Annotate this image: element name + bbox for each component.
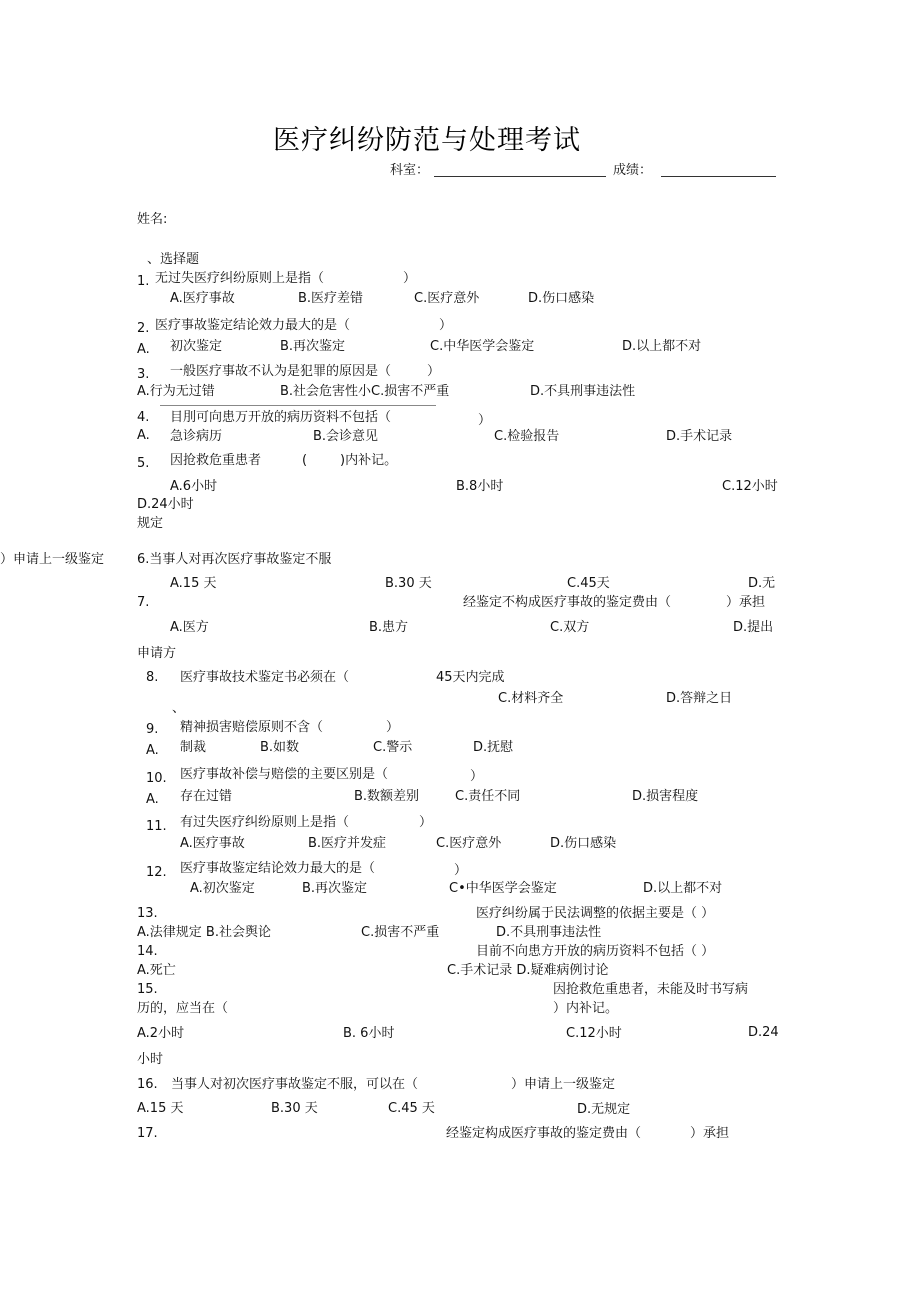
q2-option-c: C.中华医学会鉴定 [430, 339, 535, 354]
q15-option-c: C.12小时 [566, 1026, 622, 1041]
q6-option-c: C.45天 [567, 576, 610, 591]
q14-text: 目前不向患方开放的病历资料不包括（ ） [476, 944, 715, 959]
q5-text: 因抢救危重患者 [170, 453, 262, 468]
q12-close-paren: ） [454, 863, 468, 878]
q4-number: 4. [137, 410, 150, 425]
q8-text: 医疗事故技术鉴定书必须在（ [180, 670, 350, 685]
q15-option-d: D.24 [748, 1025, 779, 1040]
q8-option-d: D.答辩之日 [666, 691, 733, 706]
q8-mark: 、 [172, 701, 186, 716]
q15-option-b: B. 6小时 [343, 1026, 395, 1041]
q10-number: 10. [146, 771, 167, 786]
q13-option-d: D.不具刑事违法性 [496, 925, 602, 940]
score-label: 成绩： [613, 163, 653, 178]
q5-option-d: D.24小时 [137, 497, 194, 512]
q5-number: 5. [137, 456, 150, 471]
q13-text: 医疗纠纷属于民法调整的依据主要是（ ） [476, 906, 715, 921]
q1-option-b: B.医疗差错 [298, 291, 364, 306]
q12-number: 12. [146, 865, 167, 880]
q6-text: 6.当事人对再次医疗事故鉴定不服 [137, 552, 332, 567]
q5-option-a: A.6小时 [170, 479, 218, 494]
q9-text: 精神损害赔偿原则不含（ [180, 720, 324, 735]
q15-text: 因抢救危重患者，未能及时书写病 [553, 982, 749, 997]
q1-close-paren: ） [403, 271, 417, 286]
q7-close: ）承担 [726, 595, 766, 610]
q10-option-a: 存在过错 [180, 789, 233, 804]
q12-option-d: D.以上都不对 [643, 881, 723, 896]
department-label: 科室： [390, 163, 430, 178]
q17-close: ）承担 [690, 1126, 730, 1141]
q9-option-a: 制裁 [180, 740, 207, 755]
q6-option-a: A.15 天 [170, 576, 217, 591]
q11-number: 11. [146, 819, 167, 834]
q8-option-c: C.材料齐全 [498, 691, 564, 706]
department-blank-line [434, 176, 606, 177]
q2-number: 2. [137, 321, 150, 336]
q12-option-b: B.再次鉴定 [302, 881, 368, 896]
q6-side-text: ）申请上一级鉴定 [0, 552, 105, 567]
q2-option-d: D.以上都不对 [622, 339, 702, 354]
q1-option-c: C.医疗意外 [414, 291, 480, 306]
q8-number: 8. [146, 670, 159, 685]
q15-continuation: 小时 [137, 1052, 164, 1067]
q3-close-paren: ） [427, 364, 441, 379]
q12-option-c: C•中华医学会鉴定 [449, 881, 557, 896]
q15-option-a: A.2小时 [137, 1026, 185, 1041]
q14-number: 14. [137, 944, 158, 959]
q10-option-d: D.损害程度 [632, 789, 699, 804]
q1-option-d: D.伤口感染 [528, 291, 595, 306]
q16-number: 16. [137, 1077, 158, 1092]
q11-option-c: C.医疗意外 [436, 836, 502, 851]
q6-option-d: D.无 [748, 576, 776, 591]
q10-option-c: C.责任不同 [455, 789, 521, 804]
q4-text: 目刖可向患万开放的病历资料不包括（ [170, 410, 392, 425]
q7-option-c: C.双方 [550, 620, 590, 635]
score-blank-line [661, 176, 776, 177]
q13-option-ab: A.法律规定 B.社会舆论 [137, 925, 271, 940]
q6-option-b: B.30 天 [385, 576, 432, 591]
q5-open-paren: ( [302, 453, 308, 468]
section-heading: 、选择题 [147, 252, 200, 267]
q11-option-a: A.医疗事故 [180, 836, 245, 851]
q7-option-d: D.提出 [733, 620, 774, 635]
q5-option-b: B.8小时 [456, 479, 504, 494]
q10-option-b: B.数额差别 [354, 789, 420, 804]
q14-option-a: A.死亡 [137, 963, 176, 978]
q5-close-text: )内补记。 [340, 453, 398, 468]
q11-option-d: D.伤口感染 [550, 836, 617, 851]
q2-close-paren: ） [439, 318, 453, 333]
q4-option-a-letter: A. [137, 428, 150, 443]
q11-text: 有过失医疗纠纷原则上是指（ [180, 815, 350, 830]
q16-close: ）申请上一级鉴定 [511, 1077, 616, 1092]
q2-option-b: B.再次鉴定 [280, 339, 346, 354]
q10-close-paren: ） [470, 769, 484, 784]
q11-close-paren: ） [419, 815, 433, 830]
q4-option-b: B.会诊意见 [313, 429, 379, 444]
q10-option-a-letter: A. [146, 792, 159, 807]
q13-number: 13. [137, 906, 158, 921]
q14-option-cd: C.手术记录 D.疑难病例讨论 [447, 963, 609, 978]
q2-option-a: 初次鉴定 [170, 339, 223, 354]
q16-option-d: D.无规定 [577, 1102, 631, 1117]
q2-text: 医疗事故鉴定结论效力最大的是（ [155, 318, 351, 333]
q9-option-c: C.警示 [373, 740, 413, 755]
q12-option-a: A.初次鉴定 [190, 881, 255, 896]
q12-text: 医疗事故鉴定结论效力最大的是（ [180, 861, 376, 876]
q7-option-a: A.医方 [170, 620, 209, 635]
q1-option-a: A.医疗事故 [170, 291, 235, 306]
q7-number: 7. [137, 595, 150, 610]
q15-close: ）内补记。 [553, 1001, 619, 1016]
separator-rule [160, 405, 436, 406]
q8-mid-text: 45天内完成 [436, 670, 505, 685]
q1-number: 1. [137, 274, 150, 289]
q9-option-a-letter: A. [146, 743, 159, 758]
q1-text: 无过失医疗纠纷原则上是指（ [155, 271, 325, 286]
q4-close-paren: ） [478, 413, 492, 428]
page-title: 医疗纠纷防范与处理考试 [273, 125, 581, 156]
q7-option-b: B.患方 [369, 620, 409, 635]
q4-option-d: D.手术记录 [666, 429, 733, 444]
q3-number: 3. [137, 367, 150, 382]
q16-option-c: C.45 天 [388, 1101, 435, 1116]
q16-text: 当事人对初次医疗事故鉴定不服，可以在（ [171, 1077, 419, 1092]
q15-text-line2: 历的，应当在（ [137, 1001, 229, 1016]
q3-option-a: A.行为无过错 [137, 384, 215, 399]
q9-close-paren: ） [386, 720, 400, 735]
q15-number: 15. [137, 982, 158, 997]
q16-option-a: A.15 天 [137, 1101, 184, 1116]
q11-option-b: B.医疗并发症 [308, 836, 387, 851]
q5-option-c: C.12小时 [722, 479, 778, 494]
q17-number: 17. [137, 1126, 158, 1141]
q17-text: 经鉴定构成医疗事故的鉴定费由（ [446, 1126, 642, 1141]
q4-option-a: 急诊病历 [170, 429, 223, 444]
q9-option-b: B.如数 [260, 740, 300, 755]
q7-continuation: 申请方 [137, 646, 177, 661]
q7-text: 经鉴定不构成医疗事故的鉴定费由（ [463, 595, 672, 610]
q3-option-d: D.不具刑事违法性 [530, 384, 636, 399]
name-label: 姓名: [137, 212, 168, 227]
q2-option-a-letter: A. [137, 342, 150, 357]
q3-option-bc: B.社会危害性小C.损害不严重 [280, 384, 450, 399]
q5-extra-text: 规定 [137, 516, 164, 531]
q9-number: 9. [146, 722, 159, 737]
q9-option-d: D.抚慰 [473, 740, 514, 755]
q10-text: 医疗事故补偿与赔偿的主要区别是（ [180, 767, 389, 782]
q16-option-b: B.30 天 [271, 1101, 318, 1116]
q4-option-c: C.检验报告 [494, 429, 560, 444]
q13-option-c: C.损害不严重 [361, 925, 440, 940]
q3-text: 一般医疗事故不认为是犯罪的原因是（ [170, 364, 392, 379]
